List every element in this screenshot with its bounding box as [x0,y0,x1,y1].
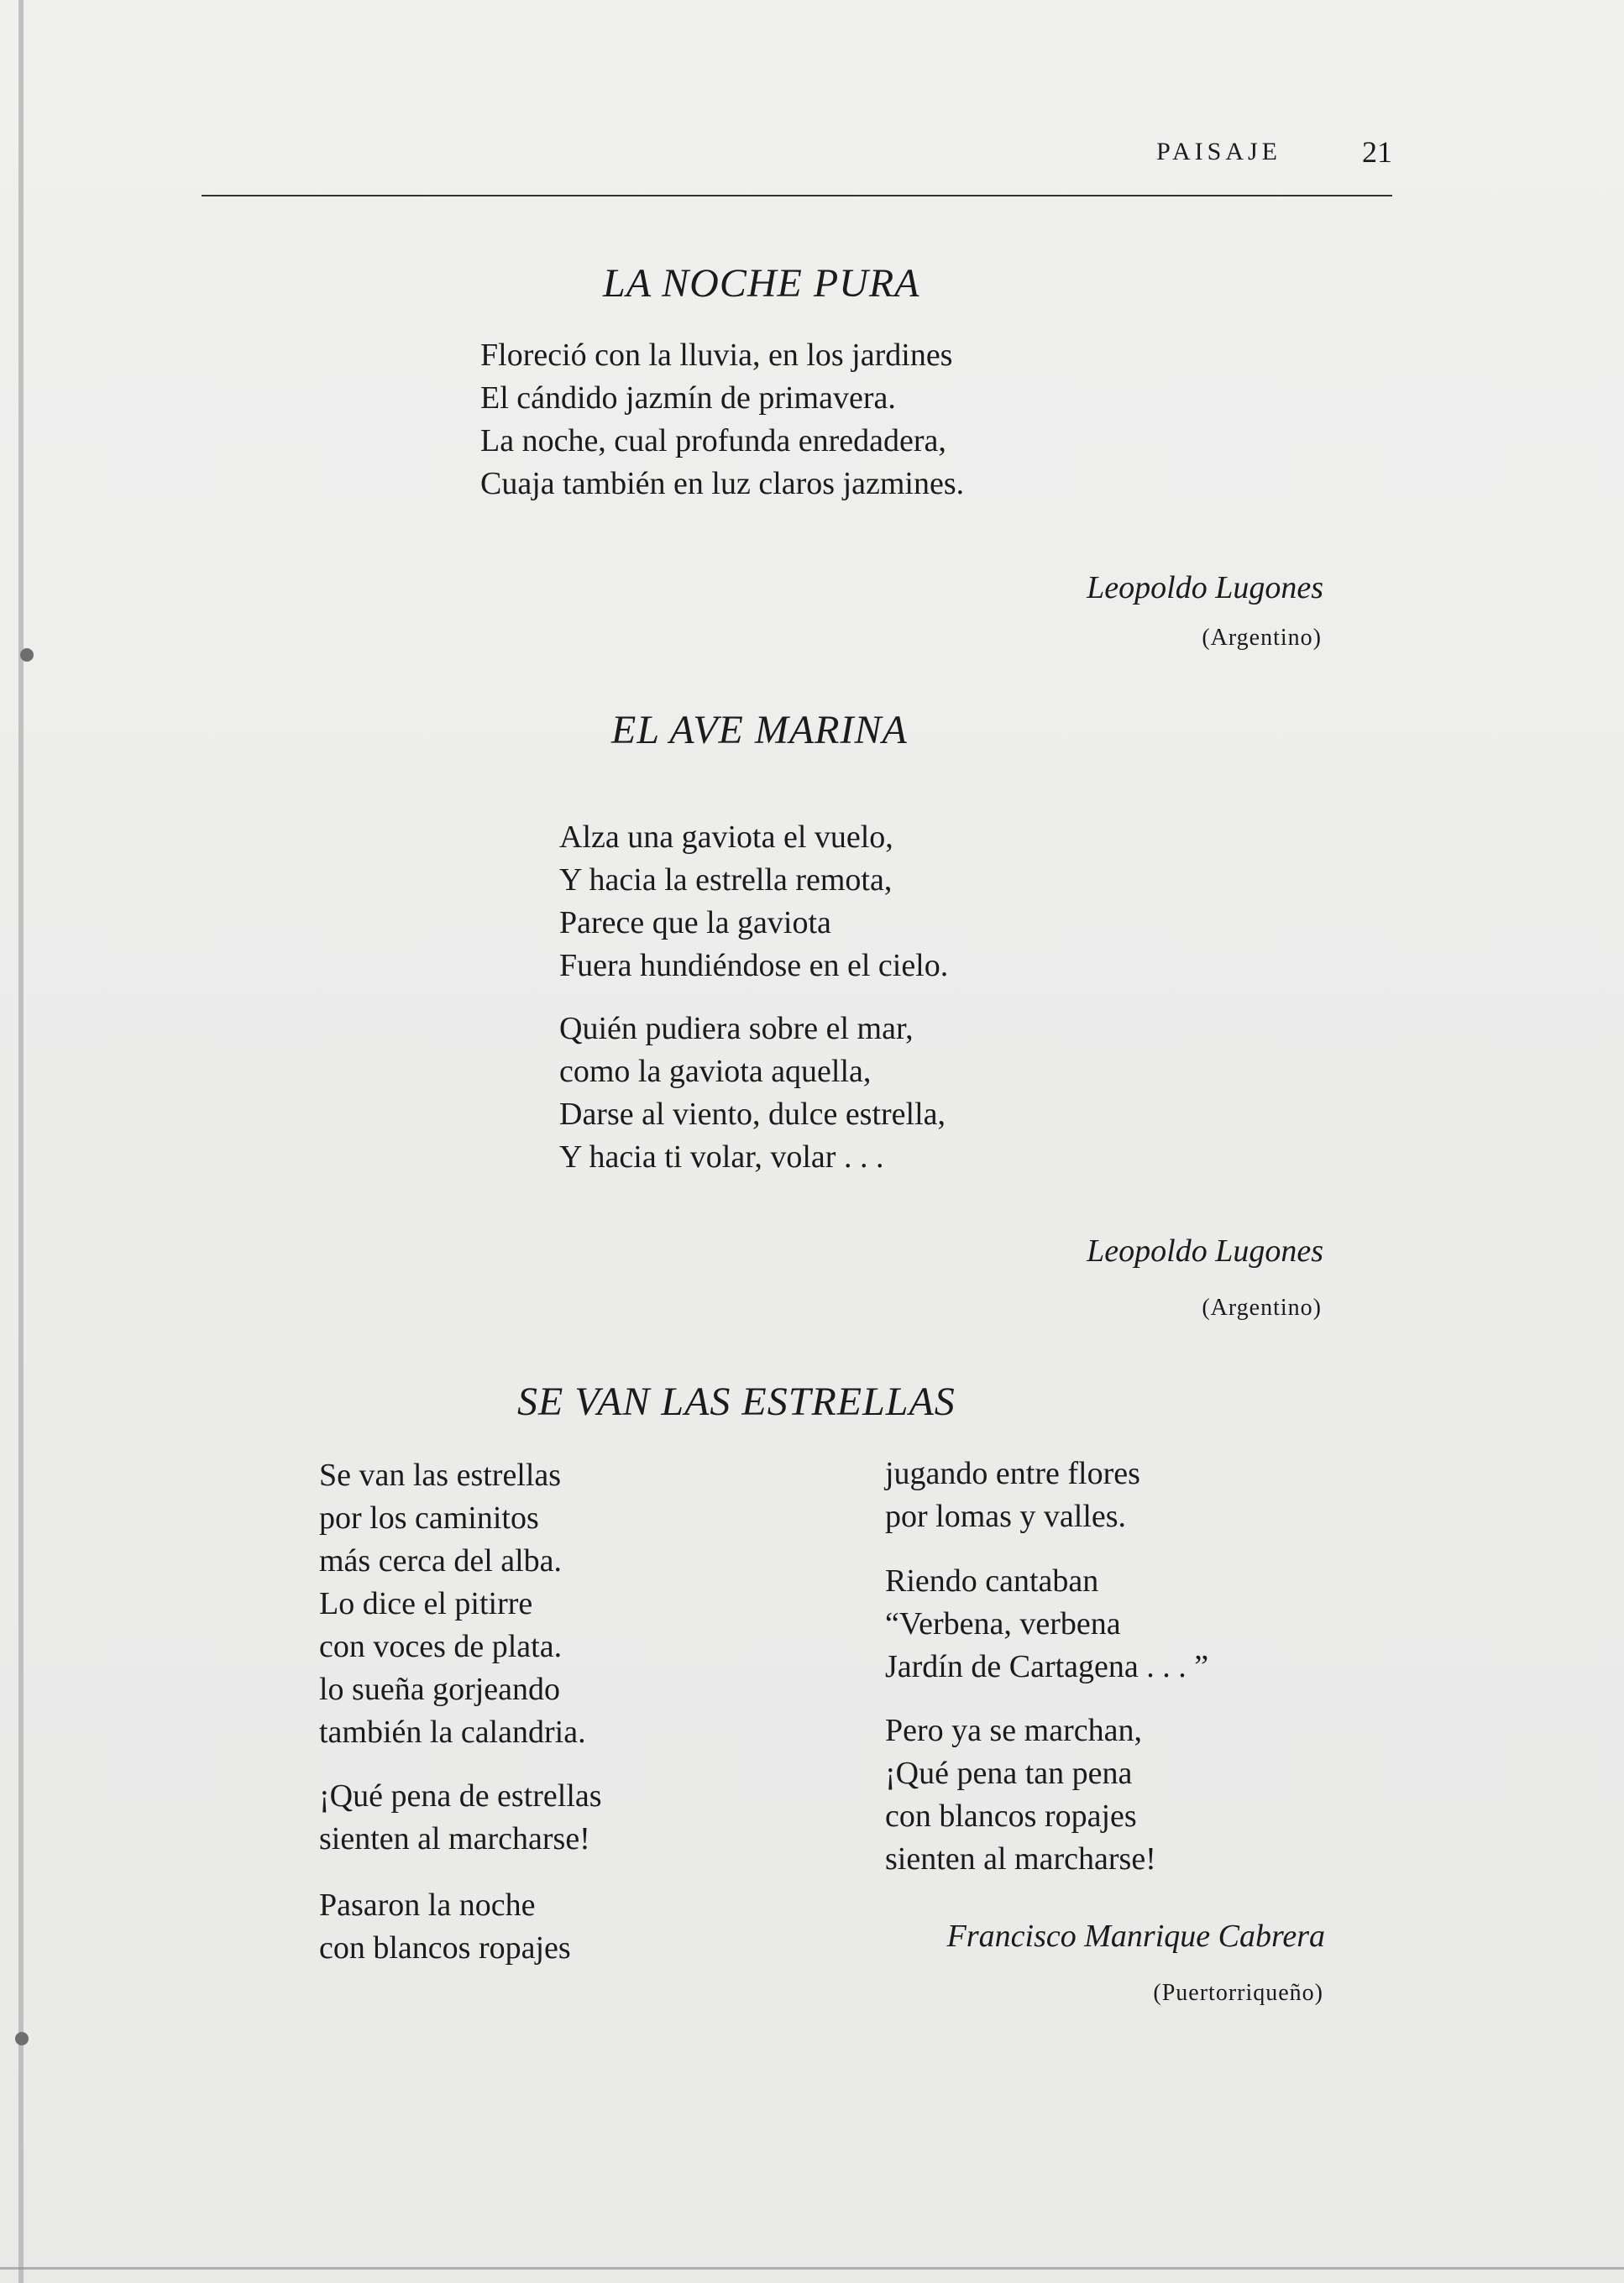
verse-line: con voces de plata. [319,1629,563,1664]
verse-line: Pero ya se marchan, [885,1713,1142,1748]
page-binding-edge [18,0,24,2283]
verse-line: ¡Qué pena tan pena [885,1756,1133,1791]
verse-line: Pasaron la noche [319,1888,536,1923]
verse-line: Cuaja también en luz claros jazmines. [480,466,965,501]
verse-line: “Verbena, verbena [885,1606,1121,1642]
verse-line: con blancos ropajes [885,1799,1137,1834]
verse-line: más cerca del alba. [319,1543,563,1579]
verse-line: Riendo cantaban [885,1563,1099,1599]
verse-line: lo sueña gorjeando [319,1672,561,1707]
poem-stanza [559,816,948,987]
poem-stanza [319,1454,586,1754]
verse-line: Floreció con la lluvia, en los jardines [480,338,953,373]
verse-line: también la calandria. [319,1715,586,1750]
punch-hole [15,2032,29,2045]
page-header [202,134,1392,193]
running-head: PAISAJE [1156,138,1281,165]
poem-title: LA NOCHE PURA [603,261,920,306]
poem-title: SE VAN LAS ESTRELLAS [517,1380,956,1424]
verse-line: con blancos ropajes [319,1930,571,1966]
verse-line: sienten al marcharse! [885,1841,1156,1877]
poem-author-nationality: (Argentino) [1202,625,1322,651]
verse-line: Se van las estrellas [319,1458,562,1493]
poem-stanza [885,1560,1208,1689]
verse-line: Alza una gaviota el vuelo, [559,819,893,855]
verse-line: jugando entre flores [885,1456,1140,1491]
verse-line: Fuera hundiéndose en el cielo. [559,948,949,983]
poem-stanza [319,1884,571,1970]
verse-line: El cándido jazmín de primavera. [480,380,896,416]
poem-author: Francisco Manrique Cabrera [946,1919,1325,1954]
poem-title: EL AVE MARINA [611,708,908,752]
poem-author: Leopoldo Lugones [1087,1233,1323,1269]
poem-stanza [885,1710,1156,1881]
poem-author-nationality: (Puertorriqueño) [1153,1980,1323,2006]
punch-hole [20,648,34,662]
poem-stanza [319,1775,602,1861]
header-rule [202,195,1392,196]
page-bottom-edge [0,2267,1624,2270]
verse-line: por los caminitos [319,1500,539,1536]
page-number: 21 [1362,135,1392,169]
poem-author-nationality: (Argentino) [1202,1295,1322,1321]
verse-line: Darse al viento, dulce estrella, [559,1097,946,1132]
verse-line: como la gaviota aquella, [559,1054,872,1089]
poem-stanza [480,334,964,505]
verse-line: Jardín de Cartagena . . . ” [885,1649,1209,1684]
verse-line: Y hacia la estrella remota, [559,862,893,898]
verse-line: ¡Qué pena de estrellas [319,1778,602,1814]
verse-line: por lomas y valles. [885,1499,1127,1534]
poem-stanza [885,1453,1140,1538]
poem-stanza [559,1008,946,1179]
verse-line: Y hacia ti volar, volar . . . [559,1139,884,1175]
verse-line: La noche, cual profunda enredadera, [480,423,946,458]
verse-line: Quién pudiera sobre el mar, [559,1011,914,1046]
poem-author: Leopoldo Lugones [1087,570,1323,605]
verse-line: sienten al marcharse! [319,1821,590,1856]
verse-line: Lo dice el pitirre [319,1586,533,1621]
verse-line: Parece que la gaviota [559,905,831,940]
